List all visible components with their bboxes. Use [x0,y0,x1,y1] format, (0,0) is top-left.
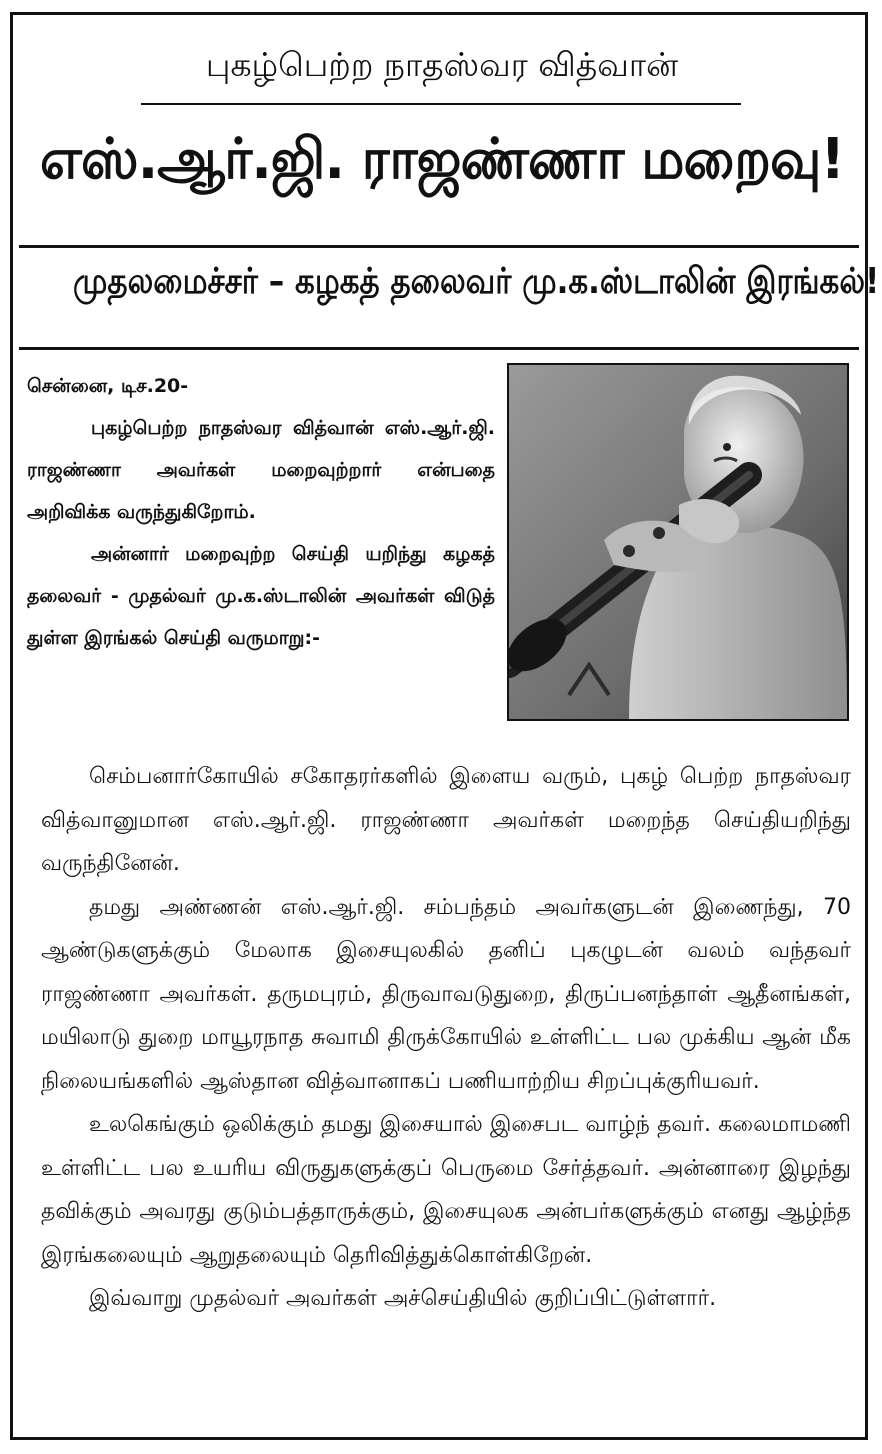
body-paragraph-1: செம்பனார்கோயில் சகோதரர்களில் இளைய வரும், புகழ் பெற்ற நாதஸ்வர வித்வானுமான எஸ்.ஆர்.ஜி. ராஜண்ணா அவர்கள் மறைந்த செய்தியறிந்து வருந்தினேன். [41,764,851,876]
musician-photo [507,363,849,721]
headline-divider [19,245,859,248]
article-headline: எஸ்.ஆர்.ஜி. ராஜண்ணா மறைவு! [39,127,845,192]
dateline: சென்னை, டிச.20- [27,375,189,397]
body-paragraph-4: இவ்வாறு முதல்வர் அவர்கள் அச்செய்தியில் குறிப்பிட்டுள்ளார். [89,1286,717,1311]
article-body [41,755,851,1321]
article-subhead: முதலமைச்சர் – கழகத் தலைவர் மு.க.ஸ்டாலின் இரங்கல்! [73,261,880,302]
lead-paragraph-1: புகழ்பெற்ற நாதஸ்வர வித்வான் எஸ்.ஆர்.ஜி. ராஜண்ணா அவர்கள் மறைவுற்றார் என்பதை அறிவிக்க வருந்துகிறோம். [27,417,495,523]
kicker-underline [141,103,741,105]
body-paragraph-3: உலகெங்கும் ஒலிக்கும் தமது இசையால் இசைபட வாழ்ந் தவர். கலைமாமணி உள்ளிட்ட பல உயரிய விருதுகளுக்குப் பெருமை சேர்த்தவர். அன்னாரை இழந்து தவிக்கும் அவரது குடும்பத்தாருக்கும், இசையுலக அன்பர்களுக்கும் எனது ஆழ்ந்த இரங்கலையும் ஆறுதலையும் தெரிவித்துக்கொள்கிறேன். [41,1112,851,1268]
musician-portrait-illustration [509,365,847,719]
article-kicker: புகழ்பெற்ற நாதஸ்வர வித்வான் [205,45,679,84]
article-frame [10,12,880,1440]
lead-paragraph-2: அன்னார் மறைவுற்ற செய்தி யறிந்து கழகத் தலைவர் - முதல்வர் மு.க.ஸ்டாலின் அவர்கள் விடுத் துள்ள இரங்கல் செய்தி வருமாறு:- [27,543,495,649]
lead-column [27,365,495,659]
subhead-divider [19,347,859,350]
body-paragraph-2: தமது அண்ணன் எஸ்.ஆர்.ஜி. சம்பந்தம் அவர்களுடன் இணைந்து, 70 ஆண்டுகளுக்கும் மேலாக இசையுலகில் தனிப் புகழுடன் வலம் வந்தவர் ராஜண்ணா அவர்கள். தருமபுரம், திருவாவடுதுறை, திருப்பனந்தாள் ஆதீனங்கள், மயிலாடு துறை மாயூரநாத சுவாமி திருக்கோயில் உள்ளிட்ட பல முக்கிய ஆன் மீக நிலையங்களில் ஆஸ்தான வித்வானாகப் பணியாற்றிய சிறப்புக்குரியவர். [41,894,851,1094]
